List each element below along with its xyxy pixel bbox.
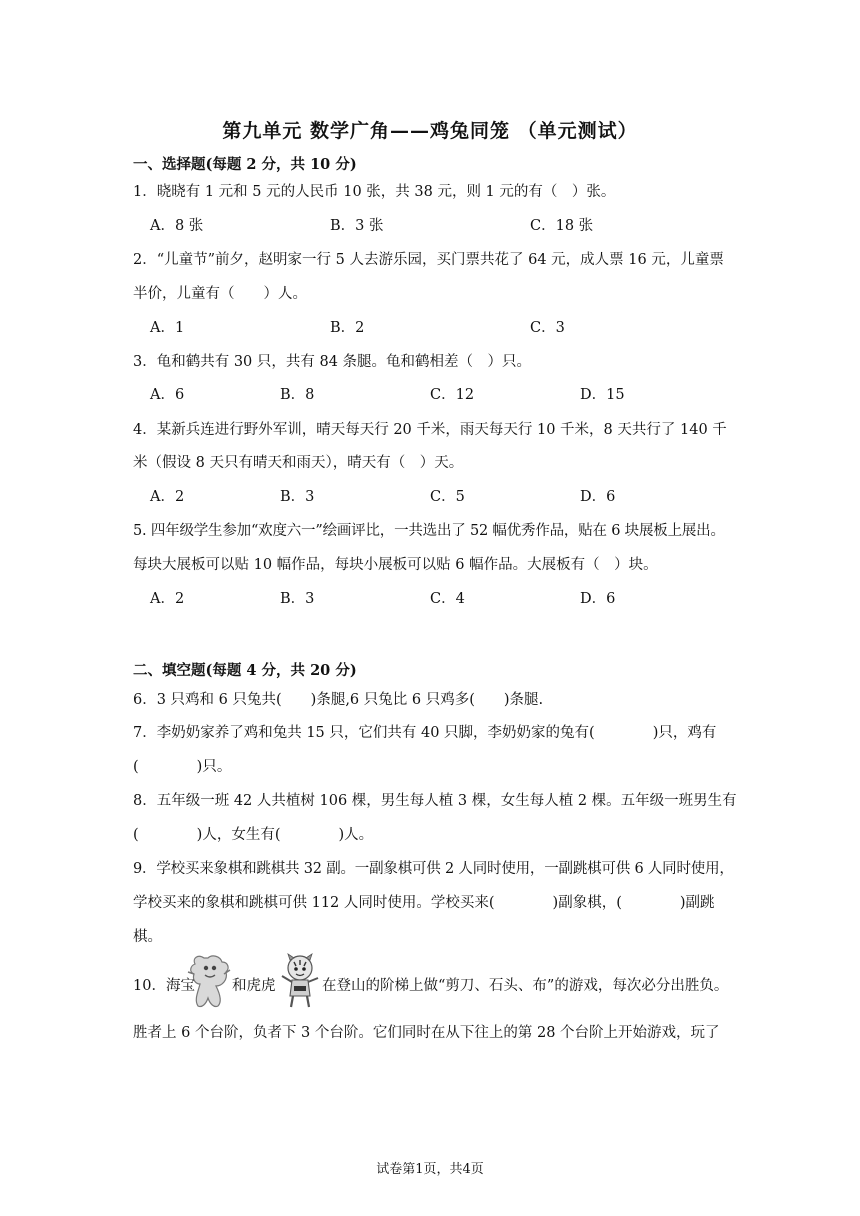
q2-option-c: C．3 — [530, 320, 565, 336]
question-10-part-2: 和虎虎 — [232, 978, 276, 994]
q4-option-a: A．2 — [150, 489, 185, 505]
q2-option-b: B．2 — [330, 320, 365, 336]
q3-option-c: C．12 — [430, 387, 475, 403]
question-10-part-3: 在登山的阶梯上做“剪刀、石头、布”的游戏，每次必分出胜负。 — [322, 978, 729, 994]
q5-option-b: B．3 — [280, 591, 315, 607]
question-9-line-3: 棋。 — [133, 929, 162, 945]
q2-option-a: A．1 — [150, 320, 185, 336]
question-10-part-1: 10．海宝 — [133, 978, 195, 994]
q1-option-c: C．18 张 — [530, 218, 594, 234]
q3-option-b: B．8 — [280, 387, 315, 403]
question-7-line-2: ( )只。 — [133, 759, 232, 775]
q3-option-a: A．6 — [150, 387, 185, 403]
q5-option-c: C．4 — [430, 591, 465, 607]
question-5-line-1: 5. 四年级学生参加“欢度六一”绘画评比，一共选出了 52 幅优秀作品，贴在 6 块展板上展出。 — [133, 523, 725, 539]
q5-option-d: D．6 — [580, 591, 616, 607]
section-heading-choice: 一、选择题(每题 2 分，共 10 分) — [133, 156, 357, 173]
question-3-text: 3．龟和鹤共有 30 只，共有 84 条腿。龟和鹤相差（ ）只。 — [133, 354, 532, 370]
q1-option-a: A．8 张 — [150, 218, 204, 234]
q3-option-d: D．15 — [580, 387, 625, 403]
question-4-line-2: 米（假设 8 天只有晴天和雨天），晴天有（ ）天。 — [133, 455, 464, 471]
question-8-line-2: ( )人，女生有( )人。 — [133, 827, 374, 843]
q4-option-b: B．3 — [280, 489, 315, 505]
section-heading-fill-in: 二、填空题(每题 4 分，共 20 分) — [133, 662, 357, 679]
q4-option-c: C．5 — [430, 489, 465, 505]
page-footer: 试卷第1页，共4页 — [376, 1162, 484, 1177]
page-title: 第九单元 数学广角——鸡兔同笼 （单元测试） — [222, 120, 638, 142]
question-8-line-1: 8．五年级一班 42 人共植树 106 棵，男生每人植 3 棵，女生每人植 2 棵。五年级一班男生有 — [133, 793, 737, 809]
huhu-tiger-mascot-image — [278, 952, 322, 1010]
question-1-text: 1．晓晓有 1 元和 5 元的人民币 10 张，共 38 元，则 1 元的有（ ）张。 — [133, 184, 616, 200]
question-2-line-1: 2．“儿童节”前夕，赵明家一行 5 人去游乐园，买门票共花了 64 元，成人票 16 元，儿童票 — [133, 252, 724, 268]
question-4-line-1: 4．某新兵连进行野外军训，晴天每天行 20 千米，雨天每天行 10 千米，8 天共行了 140 千 — [133, 422, 727, 438]
question-5-line-2: 每块大展板可以贴 10 幅作品，每块小展板可以贴 6 幅作品。大展板有（ ）块。 — [133, 557, 658, 573]
q5-option-a: A．2 — [150, 591, 185, 607]
question-9-line-1: 9．学校买来象棋和跳棋共 32 副。一副象棋可供 2 人同时使用，一副跳棋可供 6 人同时使用， — [133, 861, 734, 877]
question-10-line-2: 胜者上 6 个台阶，负者下 3 个台阶。它们同时在从下往上的第 28 个台阶上开始游戏，玩了 — [133, 1025, 720, 1041]
q4-option-d: D．6 — [580, 489, 616, 505]
question-6-text: 6．3 只鸡和 6 只兔共( )条腿,6 只兔比 6 只鸡多( )条腿. — [133, 692, 544, 708]
question-2-line-2: 半价，儿童有（ ）人。 — [133, 286, 307, 302]
q1-option-b: B．3 张 — [330, 218, 384, 234]
question-9-line-2: 学校买来的象棋和跳棋可供 112 人同时使用。学校买来( )副象棋，( )副跳 — [133, 895, 715, 911]
haibao-mascot-image — [186, 952, 232, 1010]
question-7-line-1: 7．李奶奶家养了鸡和兔共 15 只，它们共有 40 只脚，李奶奶家的兔有( )只，鸡有 — [133, 725, 717, 741]
